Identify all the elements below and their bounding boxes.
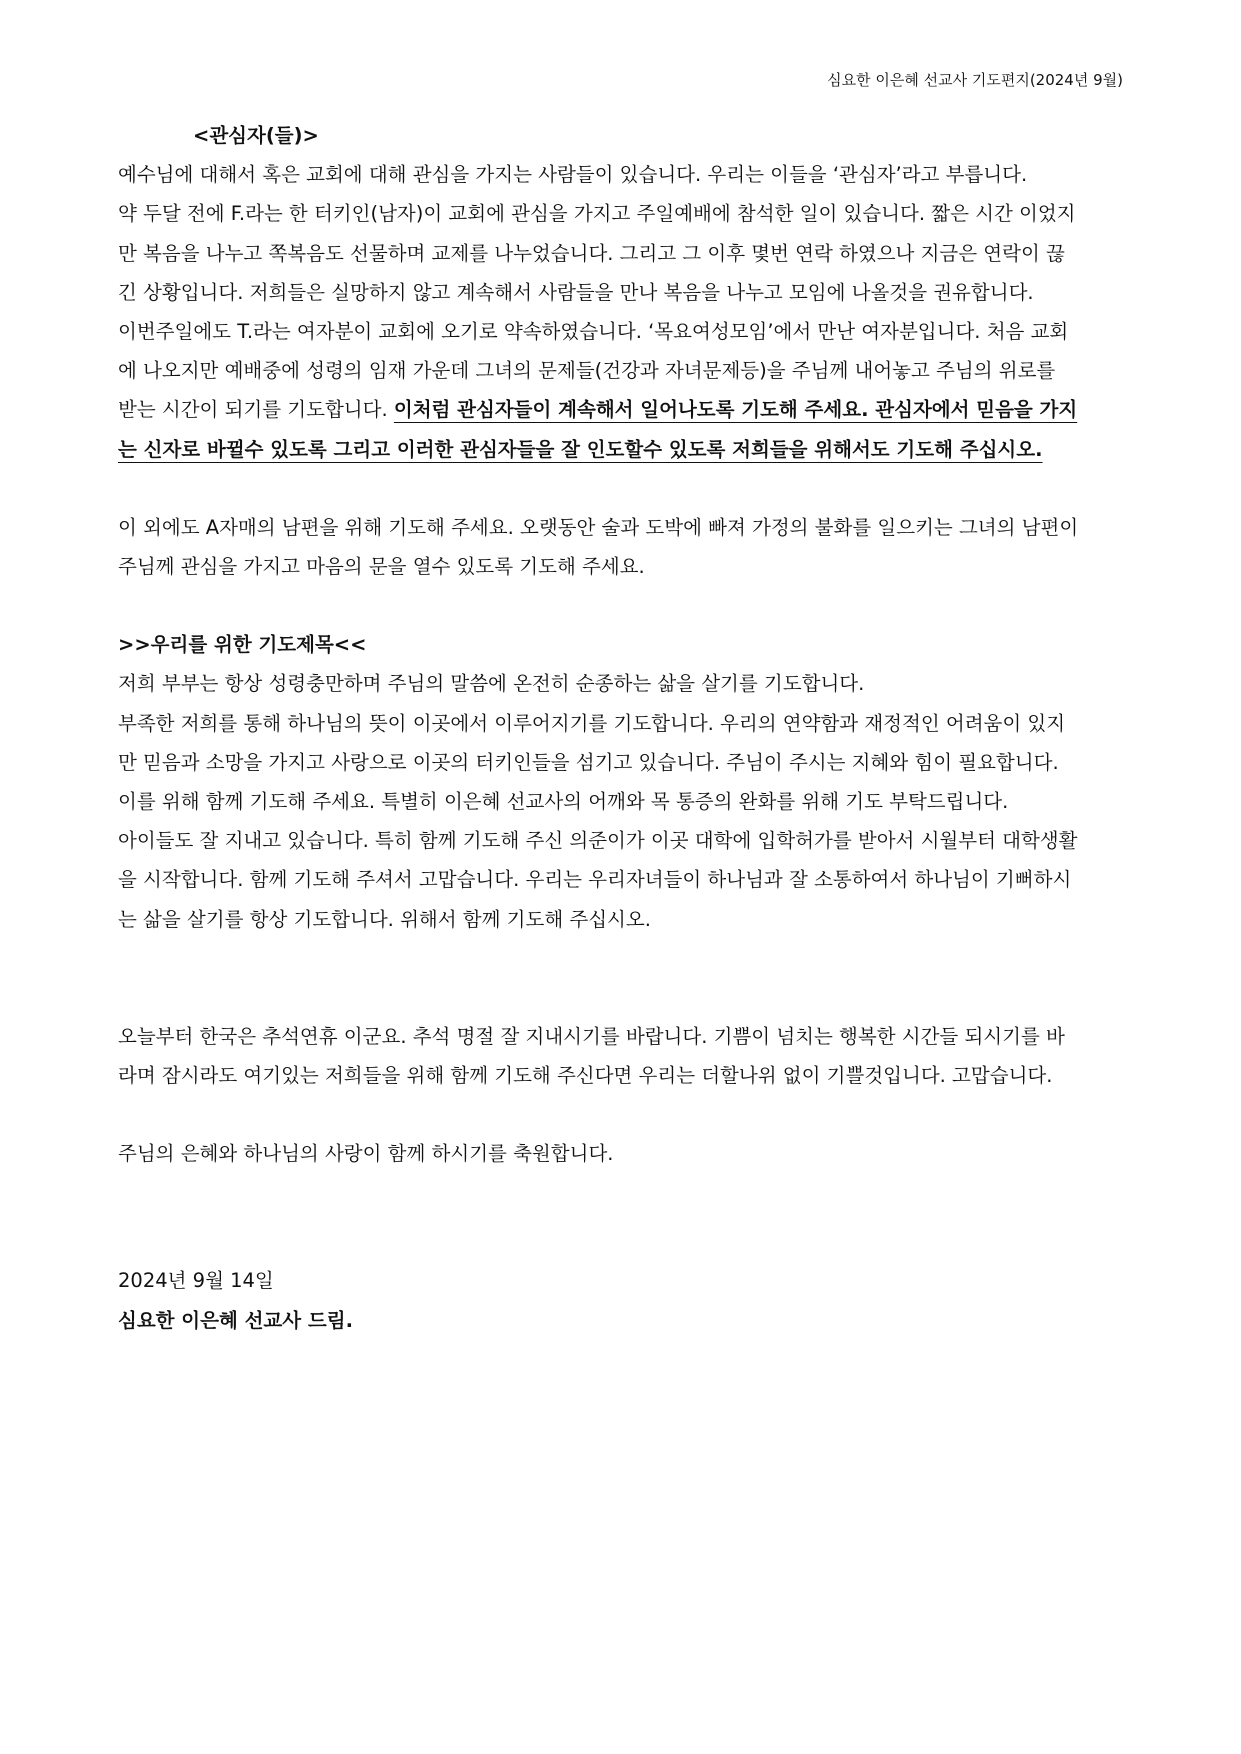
paragraph-text: 받는 시간이 되기를 기도합니다. — [118, 398, 394, 422]
section-prayer-for-us — [118, 625, 1128, 939]
paragraph-line: 이 외에도 A자매의 남편을 위해 기도해 주세요. 오랫동안 술과 도박에 빠져 가정의 불화를 일으키는 그녀의 남편이 — [118, 515, 1079, 539]
emphasized-prayer-request: 이처럼 관심자들이 계속해서 일어나도록 기도해 주세요. 관심자에서 믿음을 가지 — [393, 398, 1078, 422]
paragraph-line: 는 삶을 살기를 항상 기도합니다. 위해서 함께 기도해 주십시오. — [118, 907, 651, 931]
letter-header-title: 심요한 이은혜 선교사 기도편지(2024년 9월) — [827, 71, 1123, 89]
letter-date: 2024년 9월 14일 — [118, 1269, 274, 1293]
paragraph-line — [118, 390, 1128, 429]
paragraph-line: 저희 부부는 항상 성령충만하며 주님의 말씀에 온전히 순종하는 삶을 살기를 기도합니다. — [118, 672, 865, 696]
paragraph-line: 주님께 관심을 가지고 마음의 문을 열수 있도록 기도해 주세요. — [118, 555, 645, 579]
paragraph-line: 에 나오지만 예배중에 성령의 임재 가운데 그녀의 문제들(건강과 자녀문제등)을 주님께 내어놓고 주님의 위로를 — [118, 359, 1056, 383]
letter-body — [118, 116, 1128, 1340]
spacer — [118, 939, 1128, 1017]
letter-signature: 심요한 이은혜 선교사 드림. — [118, 1308, 353, 1332]
closing-signature-block — [118, 1261, 1128, 1339]
paragraph-line: 부족한 저희를 통해 하나님의 뜻이 이곳에서 이루어지기를 기도합니다. 우리의 연약함과 재정적인 어려움이 있지 — [118, 711, 1066, 735]
paragraph-line: 을 시작합니다. 함께 기도해 주셔서 고맙습니다. 우리는 우리자녀들이 하나님과 잘 소통하여서 하나님이 기뻐하시 — [118, 868, 1072, 892]
section-heading-interested: <관심자(들)> — [193, 124, 319, 147]
spacer — [118, 1173, 1128, 1261]
section-interested-people — [118, 116, 1128, 469]
spacer — [118, 1095, 1128, 1134]
blessing-line: 주님의 은혜와 하나님의 사랑이 함께 하시기를 축원합니다. — [118, 1142, 614, 1166]
section-chuseok-greeting — [118, 1017, 1128, 1095]
paragraph-line: 이를 위해 함께 기도해 주세요. 특별히 이은혜 선교사의 어깨와 목 통증의 완화를 위해 기도 부탁드립니다. — [118, 790, 1009, 814]
paragraph-line: 아이들도 잘 지내고 있습니다. 특히 함께 기도해 주신 의준이가 이곳 대학에 입학허가를 받아서 시월부터 대학생활 — [118, 829, 1078, 853]
paragraph-line: 예수님에 대해서 혹은 교회에 대해 관심을 가지는 사람들이 있습니다. 우리는 이들을 ‘관심자’라고 부릅니다. — [118, 163, 1028, 187]
section-heading-prayer-for-us: >>우리를 위한 기도제목<< — [118, 633, 367, 657]
paragraph-line: 긴 상황입니다. 저희들은 실망하지 않고 계속해서 사람들을 만나 복음을 나누고 모임에 나올것을 권유합니다. — [118, 280, 1034, 304]
paragraph-line: 만 복음을 나누고 쪽복음도 선물하며 교제를 나누었습니다. 그리고 그 이후 몇번 연락 하였으나 지금은 연락이 끊 — [118, 241, 1065, 265]
emphasized-prayer-request: 는 신자로 바뀔수 있도록 그리고 이러한 관심자들을 잘 인도할수 있도록 저희들을 위해서도 기도해 주십시오. — [118, 437, 1043, 461]
section-husband-prayer — [118, 508, 1128, 586]
paragraph-line: 이번주일에도 T.라는 여자분이 교회에 오기로 약속하였습니다. ‘목요여성모임’에서 만난 여자분입니다. 처음 교회 — [118, 320, 1069, 344]
paragraph-line: 만 믿음과 소망을 가지고 사랑으로 이곳의 터키인들을 섬기고 있습니다. 주님이 주시는 지혜와 힘이 필요합니다. — [118, 750, 1059, 774]
closing-blessing — [118, 1134, 1128, 1173]
paragraph-line: 오늘부터 한국은 추석연휴 이군요. 추석 명절 잘 지내시기를 바랍니다. 기쁨이 넘치는 행복한 시간들 되시기를 바 — [118, 1024, 1065, 1048]
paragraph-line: 약 두달 전에 F.라는 한 터키인(남자)이 교회에 관심을 가지고 주일예배에 참석한 일이 있습니다. 짧은 시간 이었지 — [118, 202, 1076, 226]
spacer — [118, 469, 1128, 508]
spacer — [118, 586, 1128, 625]
paragraph-line — [118, 430, 1128, 469]
paragraph-line: 라며 잠시라도 여기있는 저희들을 위해 함께 기도해 주신다면 우리는 더할나위 없이 기쁠것입니다. 고맙습니다. — [118, 1064, 1053, 1088]
